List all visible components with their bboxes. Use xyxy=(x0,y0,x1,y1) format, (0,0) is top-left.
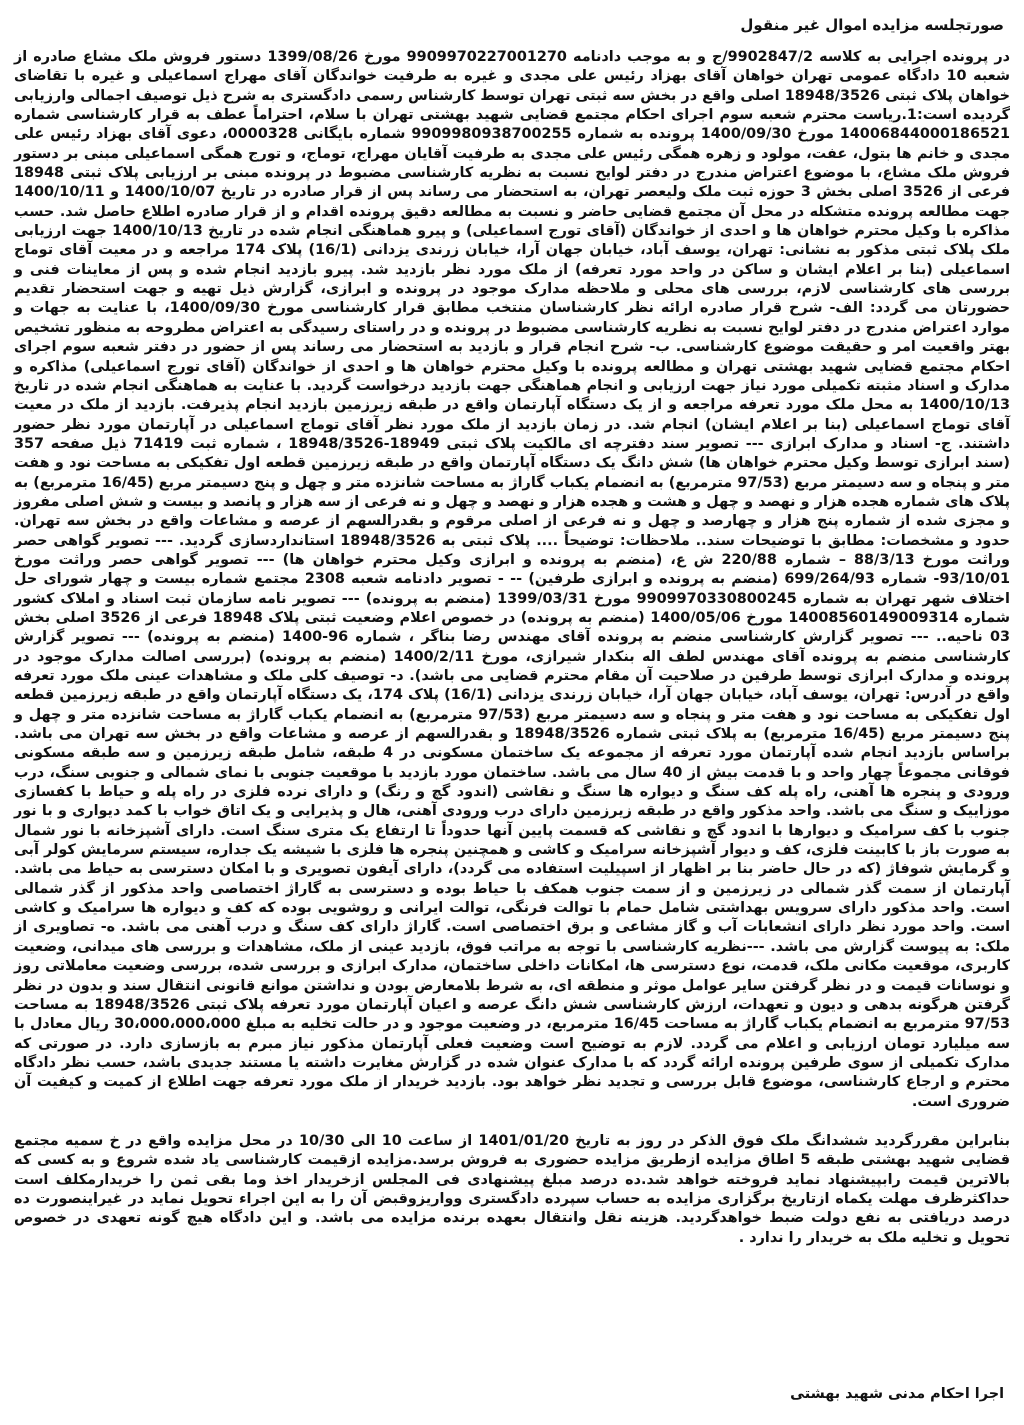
signature-line: اجرا احکام مدنی شهید بهشتی xyxy=(790,1386,1004,1402)
document-title: صورتجلسه مزایده اموال غیر منقول xyxy=(740,16,1004,34)
auction-terms-paragraph: بنابراین مقررگردید ششدانگ ملک فوق الذکر در روز به تاریخ 1401/01/20 از ساعت 10 الی 10/30 در محل مزایده واقع در خ سمیه مجتمع قضایی شهید بهشتی طبقه 5 اطاق مزایده ازطریق مزایده حضوری به فروش برسد.مزایده ازقیمت کارشناسی یاد شده شروع و به کسی که بالاترین قیمت رابپیشنهاد نماید فروخته خواهد شد.ده درصد مبلغ پیشنهادی فی المجلس ازخریدار اخذ وما بقی ثمن را خریدارمکلف است حداکثرظرف مهلت یکماه ازتاریخ برگزاری مزایده به حساب سپرده دادگستری وواریزوقبض آن را به این اجراء تحویل نماید در غیراینصورت ده درصد دریافتی به نفع دولت ضبط خواهدگردید. هزینه نقل وانتقال بعهده برنده مزایده می باشد. و این دادگاه هیچ گونه تعهدی در خصوص تحویل و تخلیه ملک به خریدار را ندارد . xyxy=(14,1132,1011,1246)
notice-body-paragraph: در پرونده اجرایی به کلاسه 9902847/2/ج و به موجب دادنامه 9909970227001270 مورخ 1399/08/26 دستور فروش ملک مشاع صادره از شعبه 10 دادگاه عمومی تهران خواهان آقای بهزاد رئیس علی مجدی و غیره به طرفیت خواندگان آقای مهراج اسماعیلی و غیره با تقاضای خواهان پلاک ثبتی 18948/3526 اصلی واقع در بخش سه ثبتی تهران توسط کارشناس رسمی دادگستری به شرح ذیل توصیف اجمالی وارزیابی گردیده است:1.ریاست محترم شعبه سوم اجرای احکام مجتمع قضایی شهید بهشتی تهران با سلام، احتراماً عطف به قرار کارشناسی شماره 14006844000186521 مورخ 1400/09/30 پرونده به شماره 9909980938700255 شماره بایگانی 0000328، دعوی آقای بهزاد رئیس علی مجدی و خانم ها بتول، عفت، مولود و زهره همگی رئیس علی مجدی به طرفیت آقایان مهراج، توماج، و تورج همگی اسماعیلی مبنی بر دستور فروش ملک مشاع، با موضوع اعتراض مندرج در دفتر لوایح نسبت به نظریه کارشناسی مضبوط در پرونده مبنی بر ارزیابی پلاک ثبتی 18948 فرعی از 3526 اصلی بخش 3 حوزه ثبت ملک ولیعصر تهران، به استحضار می رساند پس از قرار صادره در تاریخ 1400/10/07 و 1400/10/11 جهت مطالعه پرونده متشکله در محل آن مجتمع قضایی حاضر و نسبت به مطالعه دقیق پرونده اقدام و از قرار صادره اطلاع حاصل شد. حسب مذاکره با وکیل محترم خواهان ها و احدی از خواندگان (آقای تورج اسماعیلی) و پیرو هماهنگی انجام شده در تاریخ 1400/10/13 جهت ارزیابی ملک پلاک ثبتی مذکور به نشانی: تهران، یوسف آباد، خیابان جهان آرا، خیابان زرندی یزدانی (16/1) پلاک 174 مراجعه و در معیت آقای توماج اسماعیلی (بنا بر اعلام ایشان و ساکن در واحد مورد تعرفه) از ملک مورد نظر بازدید شد. پیرو بازدید انجام شده و پس از معاینات فنی و بررسی های کارشناسی لازم، بررسی های محلی و ملاحظه مدارک موجود در پرونده و ابرازی، گزارش ذیل تهیه و جهت استحضار تقدیم حضورتان می گردد: الف- شرح قرار صادره ارائه نظر کارشناسان منتخب مطابق قرار کارشناسی مورخ 1400/09/30، با عنایت به جهات و موارد اعتراض مندرج در دفتر لوایح نسبت به نظریه کارشناسی مضبوط در پرونده و در راستای رسیدگی به اعتراض مطروحه به منظور تشخیص بهتر واقعیت امر و حقیقت موضوع کارشناسی. ب- شرح انجام قرار و بازدید به استحضار می رساند پس از حضور در دفتر شعبه سوم اجرای احکام مجتمع قضایی شهید بهشتی تهران و مطالعه پرونده با وکیل محترم خواهان ها و احدی از خواندگان (آقای تورج اسماعیلی) مذاکره و مدارک و اسناد مثبته تکمیلی مورد نیاز جهت ارزیابی و انجام هماهنگی جهت بازدید درخواست گردید. با عنایت به هماهنگی انجام شده در تاریخ 1400/10/13 به محل ملک مورد تعرفه مراجعه و از یک دستگاه آپارتمان واقع در طبقه زیرزمین بازدید انجام پذیرفت. بازدید از ملک در معیت آقای توماج اسماعیلی (بنا بر اعلام ایشان) انجام شد. در زمان بازدید از ملک مورد نظر آقای توماج اسماعیلی در آپارتمان مورد نظر حضور داشتند. ج- اسناد و مدارک ابرازی --- تصویر سند دفترچه ای مالکیت پلاک ثبتی 18949-18948/3526 ، شماره ثبت 71419 ذیل صفحه 357 (سند ابرازی توسط وکیل محترم خواهان ها) شش دانگ یک دستگاه آپارتمان واقع در طبقه زیرزمین قطعه اول تفکیکی به مساحت نود و هفت متر و پنجاه و سه دسیمتر مربع (97/53 مترمربع) به انضمام یکباب گاراژ به مساحت شانزده متر و چهل و پنج دسیمتر مربع (16/45 مترمربع) به پلاک های شماره هجده هزار و نهصد و چهل و هشت و هجده هزار و نهصد و چهل و نه فرعی از سه هزار و پانصد و بیست و شش اصلی مفروز و مجزی شده از شماره پنج هزار و چهارصد و چهل و نه فرعی از اصلی مرقوم و بقدرالسهم از عرصه و مشاعات واقع در بخش سه تهران. حدود و مشخصات: مطابق با توضیحات سند.. ملاحظات: توضیحاً .... پلاک ثبتی به 18948/3526 استانداردسازی گردید. --- تصویر گواهی حصر وراثت مورخ 88/3/13 – شماره 220/88 ش ع، (منضم به پرونده و ابرازی وکیل محترم خواهان ها) --- تصویر گواهی حصر وراثت مورخ 93/10/01- شماره 699/264/93 (منضم به پرونده و ابرازی طرفین) -- - تصویر دادنامه شعبه 2308 مجتمع شماره بیست و چهار شورای حل اختلاف شهر تهران به شماره 9909970330800245 مورخ 1399/03/31 (منضم به پرونده) --- تصویر نامه سازمان ثبت اسناد و املاک کشور شماره 14008560149009314 مورخ 1400/05/06 (منضم به پرونده) در خصوص اعلام وضعیت ثبتی پلاک 18948 فرعی از 3526 اصلی بخش 03 ناحیه.. --- تصویر گزارش کارشناسی منضم به پرونده آقای مهندس رضا بناگر ، شماره 96-1400 (منضم به پرونده) --- تصویر گزارش کارشناسی منضم به پرونده آقای مهندس لطف اله بنکدار شیرازی، مورخ 1400/2/11 (منضم به پرونده) (بررسی اصالت مدارک موجود در پرونده و مدارک ابرازی توسط طرفین در صلاحیت آن مقام محترم قضایی می باشد). د- توصیف کلی ملک و مشاهدات عینی ملک مورد تعرفه واقع در آدرس: تهران، یوسف آباد، خیابان جهان آرا، خیابان زرندی یزدانی (16/1) پلاک 174، یک دستگاه آپارتمان واقع در طبقه زیرزمین قطعه اول تفکیکی به مساحت نود و هفت متر و پنجاه و سه دسیمتر مربع (97/53 مترمربع) به انضمام یکباب گاراژ به مساحت شانزده متر و چهل و پنج دسیمتر مربع (16/45 مترمربع) به پلاک ثبتی شماره 18948/3526 و بقدرالسهم از عرصه و مشاعات واقع در بخش سه تهران می باشد. براساس بازدید انجام شده آپارتمان مورد تعرفه از مجموعه یک ساختمان مسکونی در 4 طبقه، شامل طبقه زیرزمین و سه طبقه مسکونی فوقانی مجموعاً چهار واحد و با قدمت بیش از 40 سال می باشد. ساختمان مورد بازدید با موقعیت جنوبی با نمای شمالی و جنوبی سنگ، درب ورودی و پنجره ها آهنی، راه پله کف سنگ و دیواره ها سنگ و نقاشی (اندود گچ و رنگ) و دارای نرده فلزی در راه پله و حیاط با کفسازی موزاییک و سنگ می باشد. واحد مذکور واقع در طبقه زیرزمین دارای درب ورودی آهنی، هال و پذیرایی و یک اتاق خواب با کمد دیواری و با نور جنوب با کف سرامیک و دیوارها با اندود گچ و نقاشی که قسمت پایین آنها حدوداً تا ارتفاع یک متری سنگ است. دارای آشپزخانه با نور شمال به صورت باز با کابینت فلزی، کف و دیوار آشپزخانه سرامیک و کاشی و همچنین پنجره ها فلزی با شیشه یک جداره، سیستم سرمایش کولر آبی و گرمایش شوفاژ (که در حال حاضر بنا بر اظهار از اسپیلیت استفاده می گردد)، دارای آیفون تصویری و با امکان دسترسی به حیاط می باشد. آپارتمان از سمت گذر شمالی در زیرزمین و از سمت جنوب همکف با حیاط بوده و دسترسی به گاراژ اختصاصی واحد مذکور از گذر شمالی است. واحد مذکور دارای سرویس بهداشتی شامل حمام با توالت فرنگی، توالت ایرانی و روشویی بوده که کف و دیواره ها سرامیک و کاشی است. واحد مورد نظر دارای انشعابات آب و گاز مشاعی و برق اختصاصی است. گاراژ دارای کف سنگ و درب آهنی می باشد. ه- تصاویری از ملک: به پیوست گزارش می باشد. ---نظریه کارشناسی با توجه به مراتب فوق، بازدید عینی از ملک، مشاهدات و بررسی های میدانی، وضعیت کاربری، موقعیت مکانی ملک، قدمت، نوع دسترسی ها، امکانات داخلی ساختمان، مدارک ابرازی و بررسی شده، بررسی وضعیت معاملاتی روز و نوسانات قیمت و در نظر گرفتن سایر عوامل موثر و منطقه ای، به شرط بلامعارض بودن و نداشتن موانع قانونی انتقال سند و بدون در نظر گرفتن هرگونه بدهی و دیون و تعهدات، ارزش کارشناسی شش دانگ عرصه و اعیان آپارتمان مورد تعرفه پلاک ثبتی 18948/3526 به مساحت 97/53 مترمربع به انضمام یکباب گاراژ به مساحت 16/45 مترمربع، در وضعیت موجود و در حالت تخلیه به مبلغ 30،000،000،000 ریال معادل با سه میلیارد تومان ارزیابی و اعلام می گردد. لازم به توضیح است وضعیت فعلی آپارتمان مذکور نیاز مبرم به بازسازی دارد. در صورتی که مدارک تکمیلی از سوی طرفین پرونده ارائه گردد که با مدارک عنوان شده در گزارش مغایرت داشته یا مستند جدیدی باشد، حسب نظر دادگاه محترم و ارجاع کارشناسی، موضوع قابل بررسی و تجدید نظر خواهد بود. بازدید خریدار از ملک مورد تعرفه جهت اطلاع از کمیت و کیفیت آن ضروری است. xyxy=(14,49,1011,1110)
